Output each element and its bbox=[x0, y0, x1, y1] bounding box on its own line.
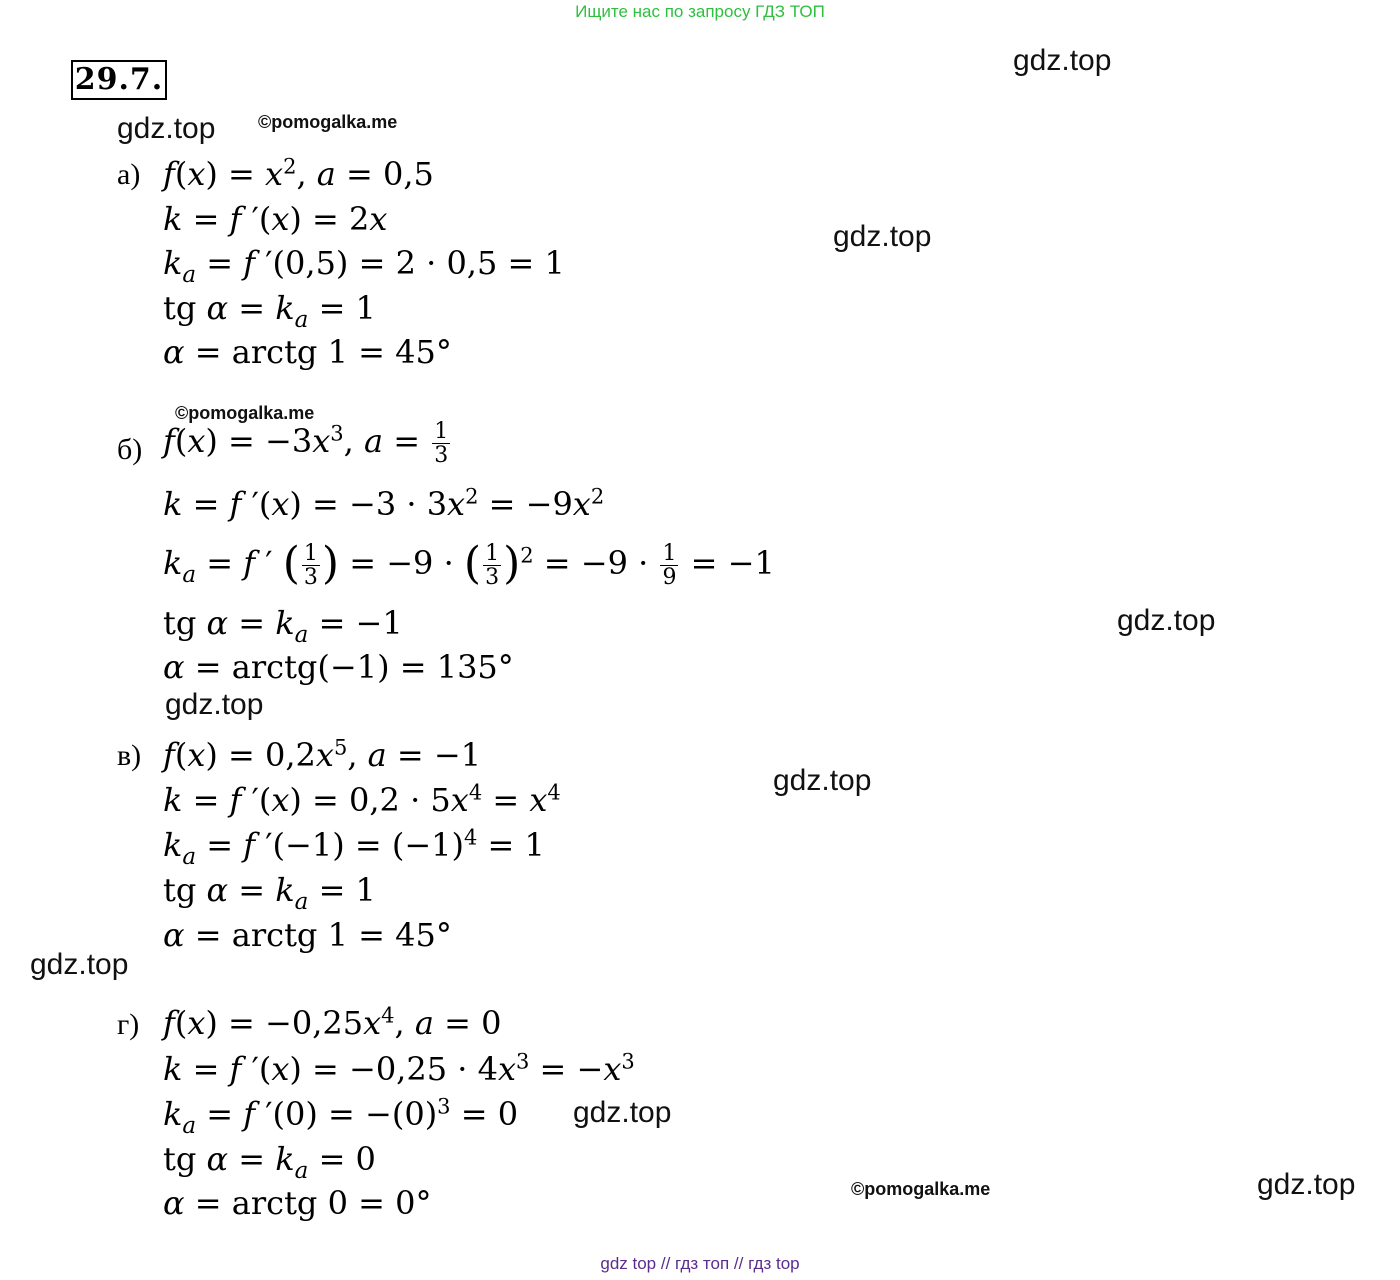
equation-g-4: tg $\alpha = k_a = 0$ bbox=[163, 1140, 376, 1185]
equation-v-2: k = f $'(x) = 0,2 \cdot 5x^4 = x^4$ bbox=[163, 780, 561, 819]
watermark-site: gdz.top bbox=[165, 688, 264, 721]
footer-separator: // bbox=[660, 1254, 671, 1273]
watermark-site: gdz.top bbox=[117, 112, 216, 145]
equation-g-5: α = arctg 0 = 0° bbox=[163, 1184, 432, 1222]
equation-a-2: k = f ′(x) = 2x bbox=[163, 200, 388, 238]
watermark-copyright: ©pomogalka.me bbox=[851, 1179, 991, 1199]
watermark-site: gdz.top bbox=[30, 948, 129, 981]
equation-g-2: k = f $'(x) = -0,25 \cdot 4x^3 = -x^3$ bbox=[163, 1049, 635, 1088]
equation-v-3: $k_a = f$ $'(-1) = (-1)^4 = 1$ bbox=[163, 825, 545, 871]
equation-a-4: tg $\alpha = k_a = 1$ bbox=[163, 289, 376, 334]
part-label-b: б) bbox=[117, 433, 143, 466]
watermark-site: gdz.top bbox=[573, 1096, 672, 1129]
footer-link-gdz-top-ru[interactable]: гдз топ bbox=[675, 1254, 730, 1273]
equation-b-1: $f(x) = -3x^3$, a = $\frac{1}{3}$ bbox=[163, 419, 449, 468]
footer-links bbox=[0, 1254, 1400, 1274]
equation-v-5: α = arctg 1 = 45° bbox=[163, 916, 452, 954]
watermark-copyright: ©pomogalka.me bbox=[258, 112, 398, 132]
part-label-g: г) bbox=[117, 1008, 140, 1041]
equation-a-3: $k_a = f$ ′(0,5) = 2 · 0,5 = 1 bbox=[163, 244, 565, 289]
footer-link-gdz-top-mixed[interactable]: гдз top bbox=[748, 1254, 800, 1273]
equation-v-1: $f(x) = 0,2x^5$, a = −1 bbox=[163, 735, 482, 774]
equation-g-3: $k_a = f$ $'(0) = -(0)^3 = 0$ bbox=[163, 1094, 519, 1140]
equation-b-4: tg $\alpha = k_a = -1$ bbox=[163, 604, 403, 649]
footer-separator: // bbox=[733, 1254, 744, 1273]
part-label-v: в) bbox=[117, 739, 142, 772]
watermark-site: gdz.top bbox=[773, 764, 872, 797]
footer-link-gdz-top[interactable]: gdz top bbox=[600, 1254, 657, 1273]
search-banner: Ищите нас по запросу ГДЗ ТОП bbox=[575, 2, 825, 21]
equation-g-1: $f(x) = -0,25x^4$, a = 0 bbox=[163, 1003, 502, 1042]
watermark-site: gdz.top bbox=[1257, 1168, 1356, 1201]
equation-b-5: α = arctg(−1) = 135° bbox=[163, 648, 514, 686]
watermark-site: gdz.top bbox=[1117, 604, 1216, 637]
equation-b-3: $k_a = f$ ′ ( $\frac{1}{3}$ ) = −9 · ( $\frac{1}{3}$ )$^2$ = −9 · $\frac{1}{9}$ = −1 bbox=[163, 538, 775, 590]
watermark-copyright: ©pomogalka.me bbox=[175, 403, 315, 423]
watermark-site: gdz.top bbox=[833, 220, 932, 253]
equation-v-4: tg $\alpha = k_a = 1$ bbox=[163, 871, 376, 916]
equation-a-5: α = arctg 1 = 45° bbox=[163, 333, 452, 371]
equation-a-1: $f(x) = x^2$, a = 0,5 bbox=[163, 154, 434, 193]
problem-number: 29.7. bbox=[71, 60, 167, 100]
part-label-a: а) bbox=[117, 158, 141, 191]
equation-b-2: k = f $'(x) = -3 \cdot 3x^2 = -9x^2$ bbox=[163, 484, 605, 523]
watermark-site: gdz.top bbox=[1013, 44, 1112, 77]
